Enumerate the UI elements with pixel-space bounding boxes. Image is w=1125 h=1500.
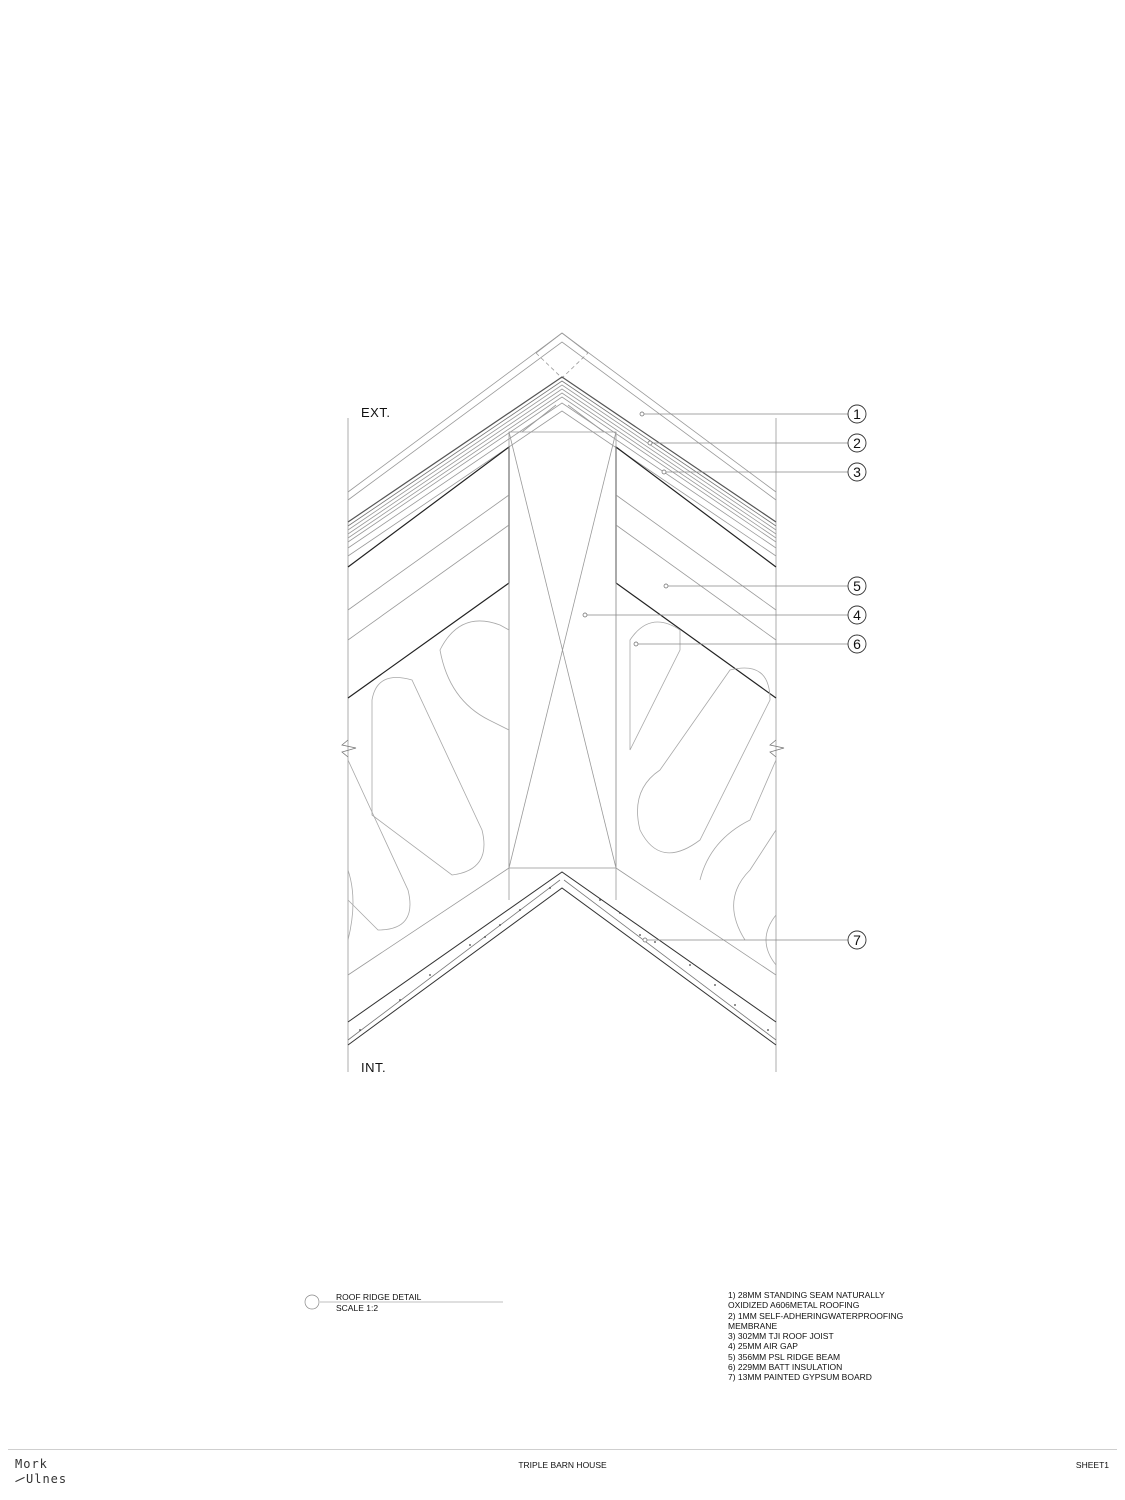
detail-scale: SCALE 1:2 bbox=[336, 1303, 379, 1313]
logo-line-1: Mork bbox=[15, 1457, 48, 1471]
legend-line: 5) 356MM PSL RIDGE BEAM bbox=[728, 1351, 841, 1362]
legend-line: 1) 28MM STANDING SEAM NATURALLY bbox=[728, 1290, 885, 1300]
exterior-label: EXT. bbox=[361, 405, 391, 420]
callout-number-1: 1 bbox=[853, 406, 861, 422]
materials-legend bbox=[728, 1290, 928, 1383]
interior-label: INT. bbox=[361, 1060, 387, 1075]
callout-number-6: 6 bbox=[853, 636, 861, 652]
callout-number-3: 3 bbox=[853, 464, 861, 480]
legend-line: 2) 1MM SELF-ADHERINGWATERPROOFING bbox=[728, 1310, 904, 1321]
project-name: TRIPLE BARN HOUSE bbox=[518, 1460, 607, 1470]
legend-line: 3) 302MM TJI ROOF JOIST bbox=[728, 1331, 834, 1342]
legend-line: 6) 229MM BATT INSULATION bbox=[728, 1362, 843, 1373]
legend-line: 7) 13MM PAINTED GYPSUM BOARD bbox=[728, 1372, 872, 1383]
callout-number-7: 7 bbox=[853, 932, 861, 948]
callout-number-4: 4 bbox=[853, 607, 861, 623]
detail-symbol bbox=[305, 1295, 319, 1309]
sheet-number: SHEET1 bbox=[1075, 1460, 1109, 1470]
logo-dash bbox=[15, 1477, 24, 1482]
legend-line: 4) 25MM AIR GAP bbox=[728, 1341, 798, 1352]
legend-line: MEMBRANE bbox=[728, 1320, 778, 1331]
footer-rule bbox=[8, 1449, 1117, 1450]
callout-number-2: 2 bbox=[853, 435, 861, 451]
legend-line: OXIDIZED A606METAL ROOFING bbox=[728, 1300, 860, 1311]
detail-title: ROOF RIDGE DETAIL bbox=[336, 1292, 422, 1302]
logo-line-2: Ulnes bbox=[26, 1472, 68, 1486]
callout-number-5: 5 bbox=[853, 578, 861, 594]
